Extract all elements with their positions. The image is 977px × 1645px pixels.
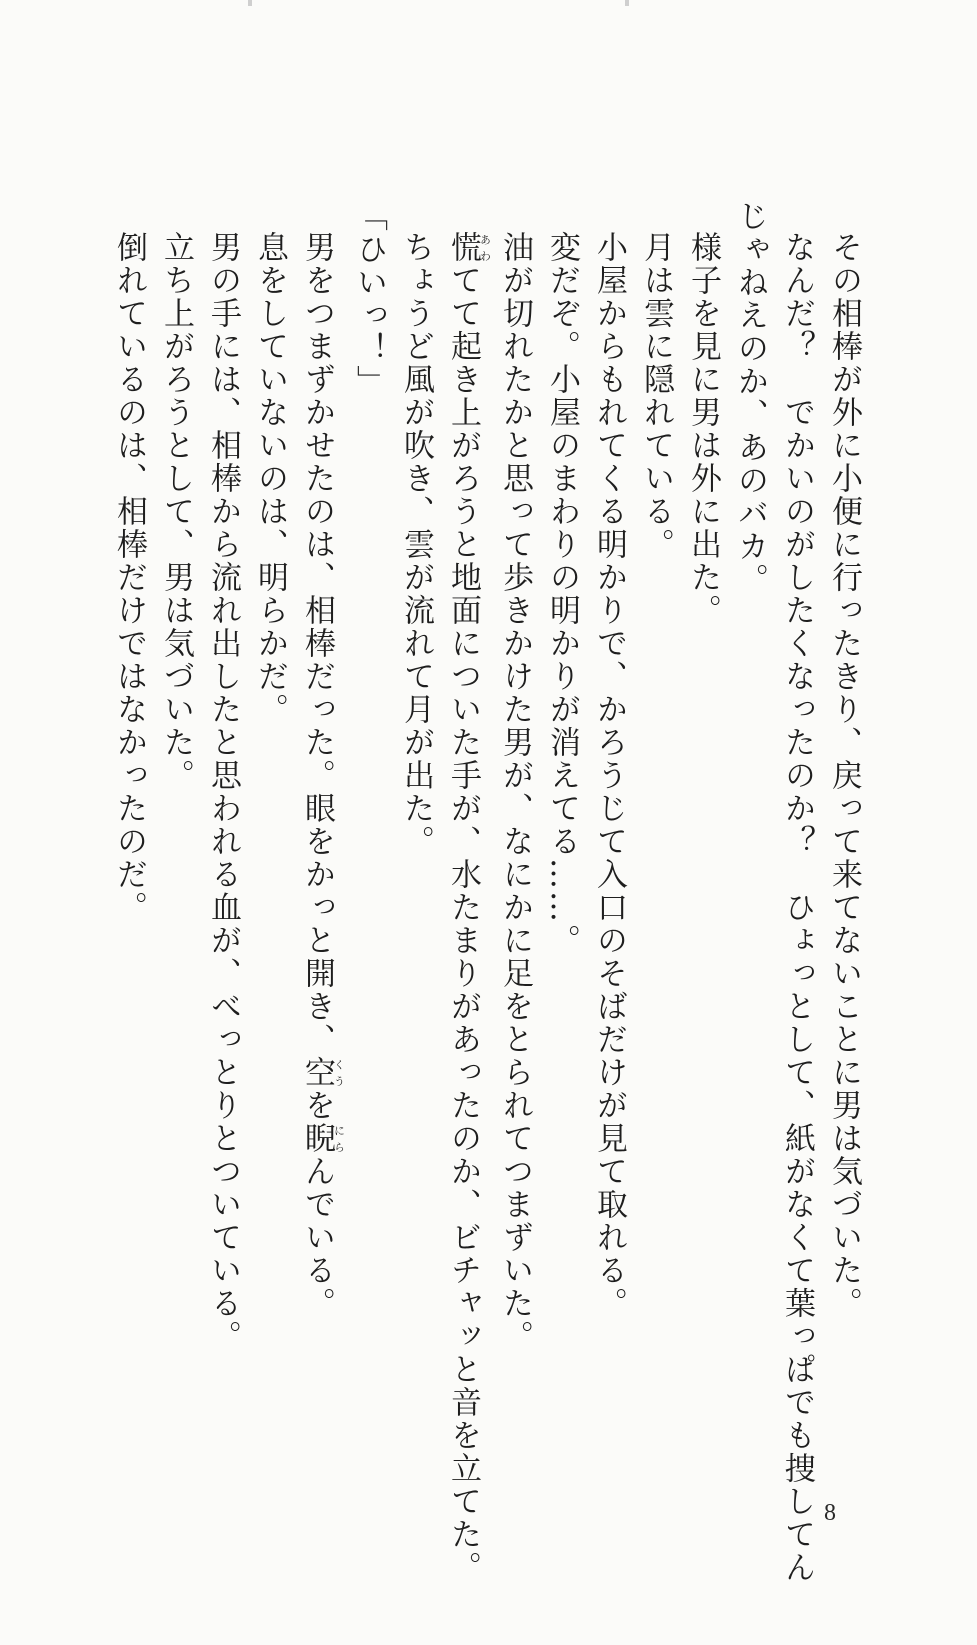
- text-line: 男の手には、相棒から流れ出したと思われる血が、べっとりとついている。: [205, 231, 241, 1353]
- text-line: 変だぞ。小屋のまわりの明かりが消えてる……。: [544, 231, 580, 957]
- text-line: 月は雲に隠れている。: [638, 231, 674, 561]
- dialogue-line: 「ひいっ！」: [351, 200, 387, 398]
- ruby-base: 睨: [299, 1122, 335, 1155]
- text-line: ちょうど風が吹き、雲が流れて月が出た。: [398, 231, 434, 858]
- text-line: 息をしていないのは、明らかだ。: [252, 231, 288, 726]
- text-segment: んでいる。: [299, 1155, 335, 1320]
- ruby-base: 空: [299, 1056, 335, 1089]
- ruby-reading: あわ: [478, 231, 492, 264]
- page-number: 8: [824, 1500, 836, 1526]
- text-line: なんだ？ でかいのがしたくなったのか？ ひょっとして、紙がなくて葉っぱでも捜してん: [779, 231, 815, 1584]
- text-line: 倒れているのは、相棒だけではなかったのだ。: [111, 231, 147, 924]
- text-segment: てて起き上がろうと地面についた手が、水たまりがあったのか、ビチャッと音を立てた。: [445, 264, 481, 1584]
- ruby-base: 慌: [445, 231, 481, 264]
- text-line: 立ち上がろうとして、男は気づいた。: [158, 231, 194, 792]
- vertical-text-body: [105, 200, 867, 1584]
- scan-edge-mark: [625, 0, 629, 6]
- scan-edge-mark: [248, 0, 252, 6]
- text-line: その相棒が外に小便に行ったきり、戻って来てないことに男は気づいた。: [826, 231, 862, 1320]
- text-line: 油が切れたかと思って歩きかけた男が、なにかに足をとられてつまずいた。: [497, 231, 533, 1353]
- text-line-with-ruby: [439, 200, 492, 1584]
- text-line: 様子を見に男は外に出た。: [685, 231, 721, 627]
- ruby-reading: くう: [332, 1056, 346, 1089]
- text-segment: を: [299, 1089, 335, 1122]
- text-segment: 男をつまずかせたのは、相棒だった。眼をかっと開き、: [299, 231, 335, 1056]
- text-line: 小屋からもれてくる明かりで、かろうじて入口のそばだけが見て取れる。: [591, 231, 627, 1320]
- ruby-reading: にら: [332, 1122, 346, 1155]
- text-line: じゃねえのか、あのバカ。: [732, 200, 768, 596]
- text-line-with-ruby: [293, 200, 345, 1500]
